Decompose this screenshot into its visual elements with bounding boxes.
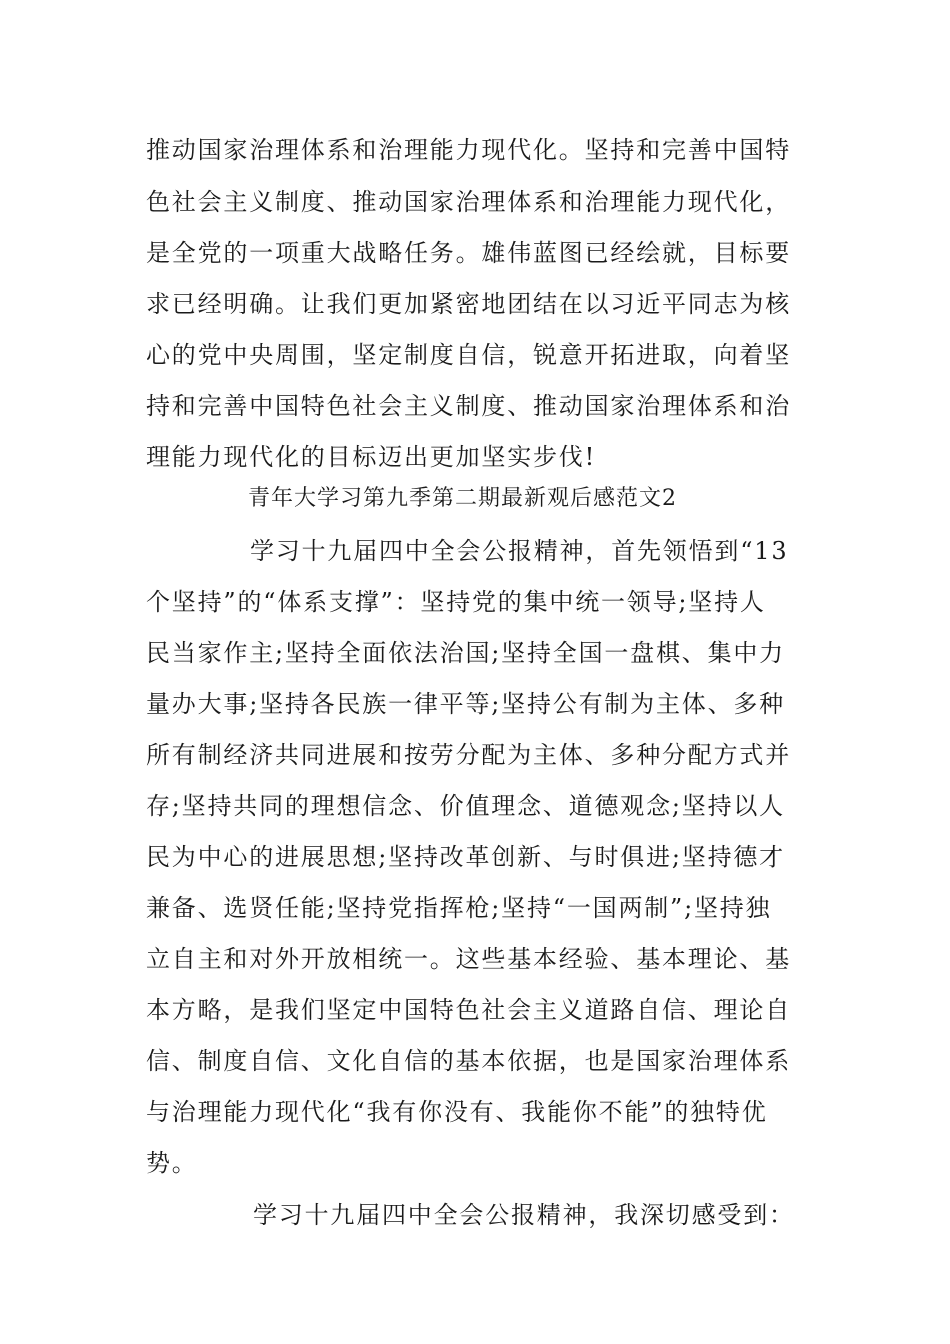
text-line: 理能力现代化的目标迈出更加坚实步伐! (146, 443, 597, 471)
text-line: 推动国家治理体系和治理能力现代化。坚持和完善中国特 (146, 136, 791, 164)
text-line: 持和完善中国特色社会主义制度、推动国家治理体系和治 (146, 392, 791, 420)
text-line: 信、制度自信、文化自信的基本依据，也是国家治理体系 (146, 1047, 791, 1075)
text-line: 量办大事;坚持各民族一律平等;坚持公有制为主体、多种 (146, 690, 785, 718)
section-heading: 青年大学习第九季第二期最新观后感范文2 (248, 486, 677, 511)
text-line: 民为中心的进展思想;坚持改革创新、与时俱进;坚持德才 (146, 843, 785, 871)
text-line: 兼备、选贤任能;坚持党指挥枪;坚持“一国两制”;坚持独 (146, 894, 772, 922)
text-line: 求已经明确。让我们更加紧密地团结在以习近平同志为核 (146, 290, 791, 318)
text-line: 立自主和对外开放相统一。这些基本经验、基本理论、基 (146, 945, 791, 973)
text-line: 所有制经济共同进展和按劳分配为主体、多种分配方式并 (146, 741, 791, 769)
text-line: 民当家作主;坚持全面依法治国;坚持全国一盘棋、集中力 (146, 639, 785, 667)
text-line: 存;坚持共同的理想信念、价值理念、道德观念;坚持以人 (146, 792, 785, 820)
text-line: 势。 (146, 1149, 198, 1177)
text-line: 个坚持”的“体系支撑”：坚持党的集中统一领导;坚持人 (146, 588, 766, 616)
text-line: 是全党的一项重大战略任务。雄伟蓝图已经绘就，目标要 (146, 239, 791, 267)
text-line: 与治理能力现代化“我有你没有、我能你不能”的独特优 (146, 1098, 768, 1126)
text-line: 学习十九届四中全会公报精神，我深切感受到： (253, 1201, 795, 1229)
text-line: 心的党中央周围，坚定制度自信，锐意开拓进取，向着坚 (146, 341, 791, 369)
text-line: 色社会主义制度、推动国家治理体系和治理能力现代化， (146, 188, 791, 216)
text-line: 学习十九届四中全会公报精神，首先领悟到“13 (250, 537, 789, 565)
text-line: 本方略，是我们坚定中国特色社会主义道路自信、理论自 (146, 996, 791, 1024)
